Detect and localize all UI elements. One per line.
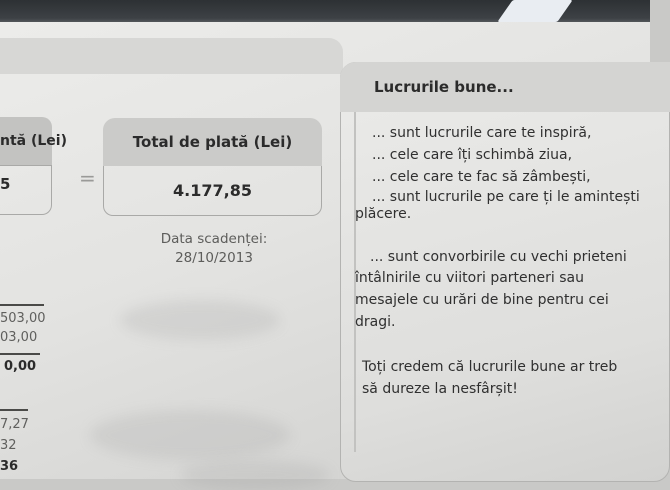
- column-number: 32: [0, 438, 17, 453]
- column-number: 503,00: [0, 311, 46, 326]
- panel-line: dragi.: [355, 314, 396, 330]
- column-rule: [0, 353, 40, 355]
- panel-title: Lucrurile bune...: [340, 62, 670, 112]
- column-rule: [0, 409, 28, 411]
- total-due-amount: 4.177,85: [103, 166, 322, 216]
- panel-line: ... cele care te fac să zâmbești,: [372, 169, 591, 185]
- column-number: 0,00: [4, 359, 37, 374]
- bill-section-header: [0, 38, 343, 74]
- panel-line: plăcere.: [355, 206, 412, 222]
- panel-line: mesajele cu urări de bine pentru cei: [355, 292, 609, 308]
- panel-line: ... cele care îți schimbă ziua,: [372, 147, 573, 163]
- panel-line: ... sunt lucrurile care te inspiră,: [372, 125, 592, 141]
- panel-line: întâlnirile cu viitori parteneri sau: [355, 270, 584, 286]
- smudge: [90, 410, 290, 460]
- panel-line: Toți credem că lucrurile bune ar treb: [362, 359, 618, 375]
- light-glare: [497, 0, 572, 22]
- previous-column-value: 5: [0, 165, 52, 215]
- equals-sign: =: [79, 166, 96, 190]
- due-date-label: Data scadenței:: [160, 231, 268, 247]
- smudge: [180, 460, 330, 490]
- panel-line: să dureze la nesfârșit!: [362, 381, 518, 397]
- panel-line: ... sunt convorbirile cu vechi prieteni: [370, 249, 627, 265]
- total-due-header: Total de plată (Lei): [103, 118, 322, 166]
- due-date-value: 28/10/2013: [175, 250, 253, 266]
- panel-line: ... sunt lucrurile pe care ți le amintești: [372, 189, 640, 205]
- smudge: [120, 300, 280, 340]
- column-number: 36: [0, 459, 19, 474]
- column-number: 03,00: [0, 330, 38, 345]
- column-number: 7,27: [0, 417, 29, 432]
- column-rule: [0, 304, 44, 306]
- previous-column-header: ntă (Lei): [0, 117, 52, 165]
